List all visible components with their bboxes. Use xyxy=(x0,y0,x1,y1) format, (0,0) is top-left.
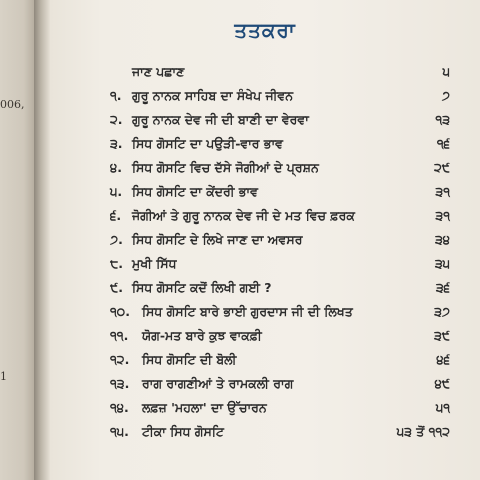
toc-entry xyxy=(50,400,480,424)
toc-entry-page: ੪੯ xyxy=(434,376,450,391)
toc-entry xyxy=(50,352,480,376)
toc-entry xyxy=(50,280,480,304)
toc-entry xyxy=(50,232,480,256)
toc-entry xyxy=(50,424,480,448)
toc-entry-title: ਰਾਗ ਰਾਗਣੀਆਂ ਤੇ ਰਾਮਕਲੀ ਰਾਗ xyxy=(142,376,294,391)
toc-entry-number: ੧੧. xyxy=(110,328,129,343)
toc-entry-title: ਸਿਧ ਗੋਸਟਿ ਵਿਚ ਦੱਸੇ ਜੋਗੀਆਂ ਦੇ ਪ੍ਰਸ਼ਨ xyxy=(132,160,319,175)
toc-entry-number: ੮. xyxy=(110,256,124,271)
toc-entry-title: ਸਿਧ ਗੋਸਟਿ ਦਾ ਕੇਂਦਰੀ ਭਾਵ xyxy=(132,184,258,199)
toc-entry-title: ਮੁਖੀ ਸਿੱਧ xyxy=(132,256,177,271)
toc-entry-number: ੭. xyxy=(110,232,123,247)
toc-entry xyxy=(50,112,480,136)
toc-entry-title: ਸਿਧ ਗੋਸਟਿ ਦੇ ਲਿਖੇ ਜਾਣ ਦਾ ਅਵਸਰ xyxy=(132,232,303,247)
toc-entry-title: ਜਾਣ ਪਛਾਣ xyxy=(132,64,185,79)
toc-entry-page: ੩੭ xyxy=(434,304,450,319)
toc-entry xyxy=(50,208,480,232)
toc-entry-page: ੧੬ xyxy=(436,136,450,151)
toc-entry-number: ੪. xyxy=(110,160,122,175)
toc-entry xyxy=(50,184,480,208)
toc-entry-title: ਗੁਰੂ ਨਾਨਕ ਦੇਵ ਜੀ ਦੀ ਬਾਣੀ ਦਾ ਵੇਰਵਾ xyxy=(132,112,309,127)
toc-entry-page: ੨੯ xyxy=(434,160,450,175)
toc-entry-page: ੩੧ xyxy=(435,184,450,199)
toc-entry-page: ੫ xyxy=(442,64,450,79)
left-page-text-fragment: 1 xyxy=(0,370,7,383)
toc-entry-page: ੪੬ xyxy=(436,352,450,367)
toc-entry-number: ੩. xyxy=(110,136,123,151)
toc-entry-page: ੩੧ xyxy=(435,208,450,223)
toc-entry-page: ੩੪ xyxy=(435,232,450,247)
left-page-edge xyxy=(0,0,34,480)
page-title: ਤਤਕਰਾ xyxy=(234,18,296,42)
toc-entry-number: ੯. xyxy=(110,280,123,295)
toc-entry-number: ੧੨. xyxy=(110,352,130,367)
toc-entry-page: ੩੫ xyxy=(434,256,450,271)
toc-entry-number: ੧੫. xyxy=(110,424,129,439)
toc-entry-title: ਲਫ਼ਜ਼ 'ਮਹਲਾ' ਦਾ ਉੱਚਾਰਨ xyxy=(142,400,267,415)
toc-entry-page: ੫੩ ਤੋਂ ੧੧੨ xyxy=(396,424,450,439)
toc-entry xyxy=(50,376,480,400)
toc-entry-number: ੧੦. xyxy=(110,304,130,319)
contents-page xyxy=(50,0,480,480)
toc-entry-number: ੫. xyxy=(110,184,123,199)
toc-entry xyxy=(50,328,480,352)
toc-entry-title: ਸਿਧ ਗੋਸਟਿ ਦਾ ਪਉੜੀ-ਵਾਰ ਭਾਵ xyxy=(132,136,283,151)
toc-entry xyxy=(50,160,480,184)
toc-entry-page: ੩੯ xyxy=(434,328,450,343)
left-page-text-fragment: 006, xyxy=(0,98,25,111)
toc-entry-page: ੧੩ xyxy=(435,112,450,127)
toc-entry-number: ੧੪. xyxy=(110,400,129,415)
toc-entry-title: ਗੁਰੂ ਨਾਨਕ ਸਾਹਿਬ ਦਾ ਸੰਖੇਪ ਜੀਵਨ xyxy=(132,88,294,103)
toc-entry-number: ੨. xyxy=(110,112,123,127)
toc-entry-page: ੫੧ xyxy=(435,400,450,415)
toc-entry-title: ਟੀਕਾ ਸਿਧ ਗੋਸਟਿ xyxy=(142,424,224,439)
toc-entry-number: ੧. xyxy=(110,88,122,103)
book-spine xyxy=(34,0,50,480)
toc-entry-number: ੬. xyxy=(110,208,122,223)
toc-entry xyxy=(50,136,480,160)
toc-entry-page: ੭ xyxy=(441,88,450,103)
toc-entry-title: ਜੋਗੀਆਂ ਤੇ ਗੁਰੂ ਨਾਨਕ ਦੇਵ ਜੀ ਦੇ ਮਤ ਵਿਚ ਫ਼ਰਕ xyxy=(132,208,355,223)
toc-entry-title: ਸਿਧ ਗੋਸਟਿ ਦੀ ਬੋਲੀ xyxy=(142,352,237,367)
toc-entry-page: ੩੬ xyxy=(435,280,450,295)
toc-entry xyxy=(50,256,480,280)
toc-entry-title: ਯੋਗ-ਮਤ ਬਾਰੇ ਕੁਝ ਵਾਕਫ਼ੀ xyxy=(142,328,262,343)
toc-entry-number: ੧੩. xyxy=(110,376,130,391)
toc-entry-title: ਸਿਧ ਗੋਸਟਿ ਕਦੋਂ ਲਿਖੀ ਗਈ ? xyxy=(132,280,272,295)
toc-entry xyxy=(50,64,480,88)
toc-entry xyxy=(50,304,480,328)
toc-entry xyxy=(50,88,480,112)
toc-entry-title: ਸਿਧ ਗੋਸਟਿ ਬਾਰੇ ਭਾਈ ਗੁਰਦਾਸ ਜੀ ਦੀ ਲਿਖਤ xyxy=(142,304,353,319)
